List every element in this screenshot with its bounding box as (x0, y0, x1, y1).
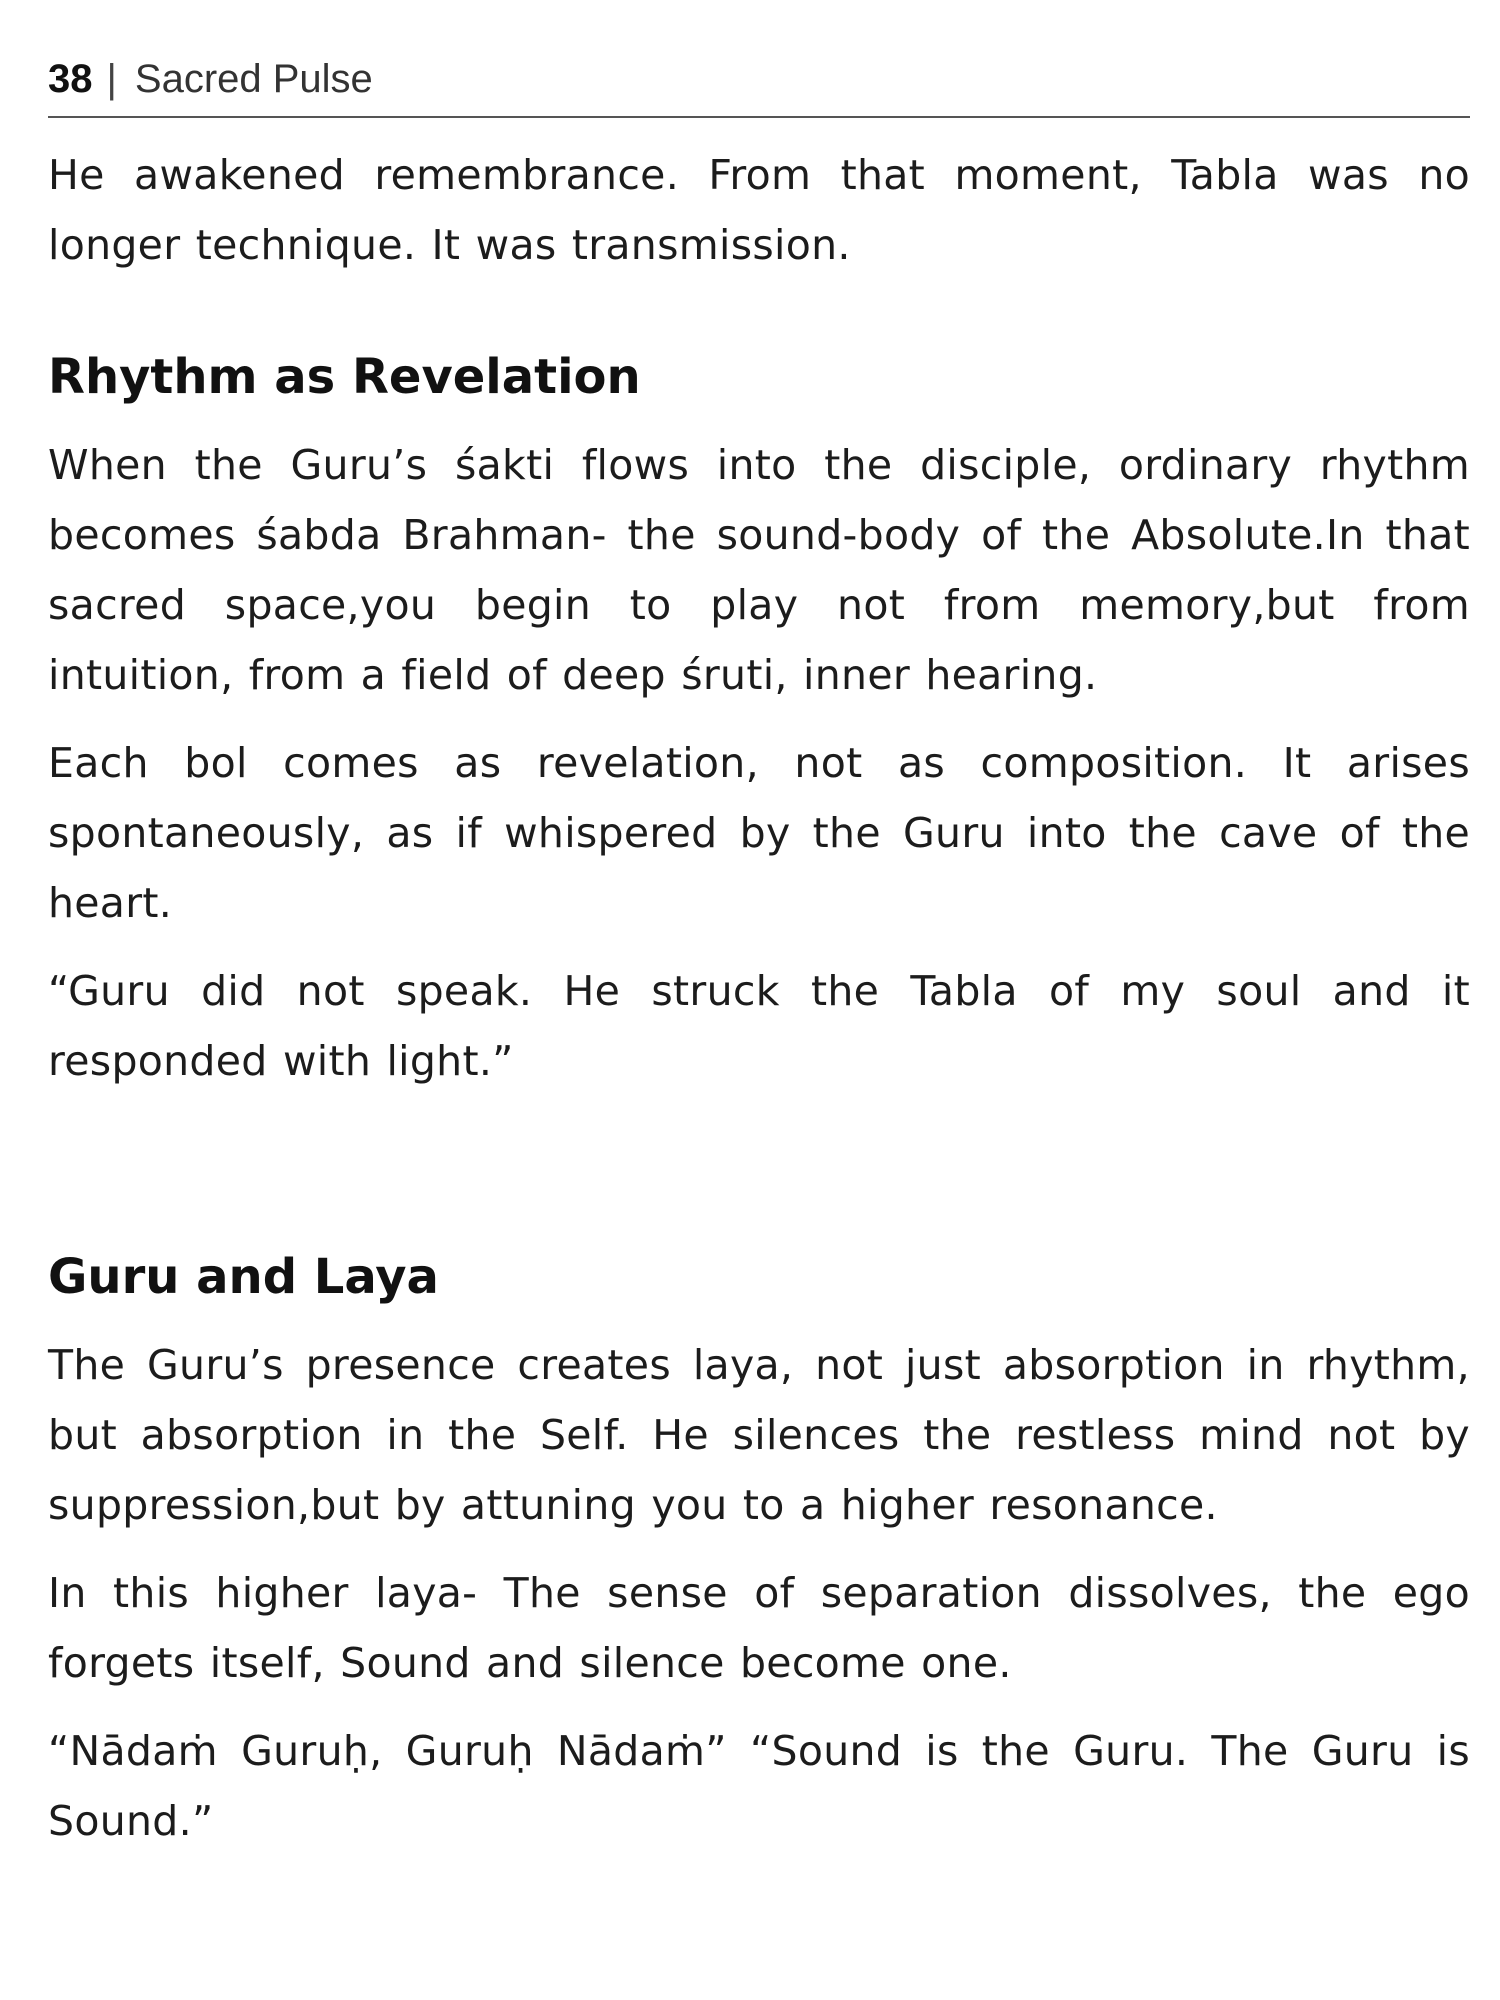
section-heading-rhythm-as-revelation: Rhythm as Revelation (48, 349, 641, 405)
paragraph: In this higher laya- The sense of separation dissolves, the ego forgets itself, Sound and silence become one. (48, 1569, 1470, 1687)
header-rule (48, 116, 1470, 118)
quote-paragraph: “Guru did not speak. He struck the Tabla of my soul and it responded with light.” (48, 967, 1470, 1085)
section-2-body (48, 1330, 1470, 1856)
section-1-body (48, 430, 1470, 1096)
section-2-heading-block (48, 1245, 1470, 1309)
paragraph: Each bol comes as revelation, not as composition. It arises spontaneously, as if whispered by the Guru into the cave of the heart. (48, 739, 1470, 927)
book-title: Sacred Pulse (134, 57, 373, 101)
section-1-heading-block (48, 345, 1470, 409)
intro-block (48, 140, 1470, 280)
quote-paragraph: “Nādaṁ Guruḥ, Guruḥ Nādaṁ” “Sound is the Guru. The Guru is Sound.” (48, 1727, 1470, 1845)
paragraph: When the Guru’s śakti flows into the disciple, ordinary rhythm becomes śabda Brahman- the sound-body of the Absolute.In that sacred space,you begin to play not from memory,but from intuition, from a field of deep śruti, inner hearing. (48, 441, 1470, 699)
paragraph: The Guru’s presence creates laya, not just absorption in rhythm, but absorption in the Self. He silences the restless mind not by suppression,but by attuning you to a higher resonance. (48, 1341, 1470, 1529)
page-number: 38 (48, 57, 93, 101)
running-header (48, 50, 1470, 108)
header-separator: | (106, 57, 117, 101)
intro-paragraph: He awakened remembrance. From that moment, Tabla was no longer technique. It was transmission. (48, 151, 1470, 269)
section-heading-guru-and-laya: Guru and Laya (48, 1249, 439, 1305)
